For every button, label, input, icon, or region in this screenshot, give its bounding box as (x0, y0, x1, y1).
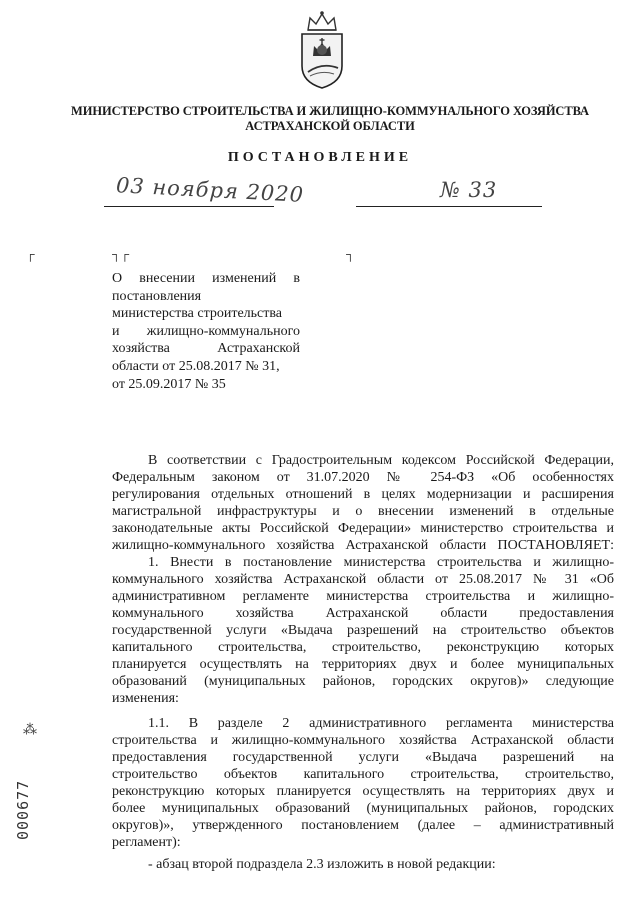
body-line: 1.1. В разделе 2 административного регламента министерства (148, 716, 614, 731)
body-line: коммунального хозяйства Астраханской области от 25.08.2017 № 31 «Об (112, 572, 614, 587)
body-line: законодательные акты Российской Федерации» министерство строительства и (112, 521, 614, 536)
coat-of-arms-icon (296, 10, 348, 90)
decree-number: № 33 (440, 178, 498, 202)
subject-line: постановления (112, 288, 202, 304)
subject-line: министерства строительства (112, 306, 283, 322)
body-line: более муниципальных образований (муниципальных районов, городских (112, 801, 614, 816)
body-line: административном регламенте министерства строительства и жилищно- (112, 589, 614, 604)
corner-mark-right: ┐ (346, 247, 355, 261)
subject-line: и жилищно-коммунального (112, 323, 300, 339)
body-line: планируется осуществлять на территориях двух и более муниципальных (112, 657, 614, 672)
decree-date: 03 ноября 2020 (115, 173, 305, 207)
margin-asterisk: ⁂ (23, 723, 37, 738)
date-underline (104, 206, 274, 207)
body-line: - абзац второй подраздела 2.3 изложить в новой редакции: (148, 857, 496, 872)
subject-line: О внесении изменений в (112, 271, 300, 286)
body-line: регламент): (112, 835, 181, 850)
body-line: строительство объектов капитального строительства, строительство, (112, 767, 614, 782)
body-line: изменения: (112, 691, 179, 706)
registration-stamp-number: 000677 (14, 779, 32, 840)
body-line: предоставления государственной услуги «Выдача разрешений на (112, 750, 614, 765)
decree-subject (112, 270, 300, 393)
body-line: капитального строительства, строительство, реконструкцию которых (112, 640, 614, 655)
body-line: В соответствии с Градостроительным кодексом Российской Федерации, (148, 453, 614, 468)
subject-line: от 25.09.2017 № 35 (112, 376, 226, 392)
body-line: регулирования отдельных отношений в целях модернизации и расширения (112, 487, 614, 502)
ministry-name-line2: АСТРАХАНСКОЙ ОБЛАСТИ (245, 119, 415, 133)
body-line: 1. Внести в постановление министерства строительства и жилищно- (148, 555, 614, 570)
body-line: образований (муниципальных районов, городских округов)» следующие (112, 674, 614, 689)
number-underline (356, 206, 542, 207)
body-line: государственной услуги «Выдача разрешений на строительство объектов (112, 623, 614, 638)
body-line: коммунального хозяйства Астраханской области предоставления (112, 606, 614, 621)
body-line: Федеральным законом от 31.07.2020 № 254-ФЗ «Об особенностях (112, 470, 614, 485)
body-line: реконструкцию которых планируется осуществлять на территориях двух и (112, 784, 614, 799)
body-line: жилищно-коммунального хозяйства Астраханской области ПОСТАНОВЛЯЕТ: (112, 538, 614, 553)
body-line: округов)», утвержденного постановлением (далее – административный (112, 818, 614, 833)
corner-mark-left: ┌ (26, 247, 35, 261)
subject-line: области от 25.08.2017 № 31, (112, 358, 280, 374)
body-line: строительства и жилищно-коммунального хозяйства Астраханской области (112, 733, 614, 748)
document-type-title: ПОСТАНОВЛЕНИЕ (227, 150, 413, 165)
subject-line: хозяйства Астраханской (112, 341, 300, 357)
ministry-name-line1: МИНИСТЕРСТВО СТРОИТЕЛЬСТВА И ЖИЛИЩНО-КОММУНАЛЬНОГО ХОЗЯЙСТВА (71, 104, 589, 118)
body-line: магистральной инфраструктуры и о внесении изменений в отдельные (112, 504, 614, 519)
corner-mark-subject: ┐┌ (112, 247, 130, 261)
